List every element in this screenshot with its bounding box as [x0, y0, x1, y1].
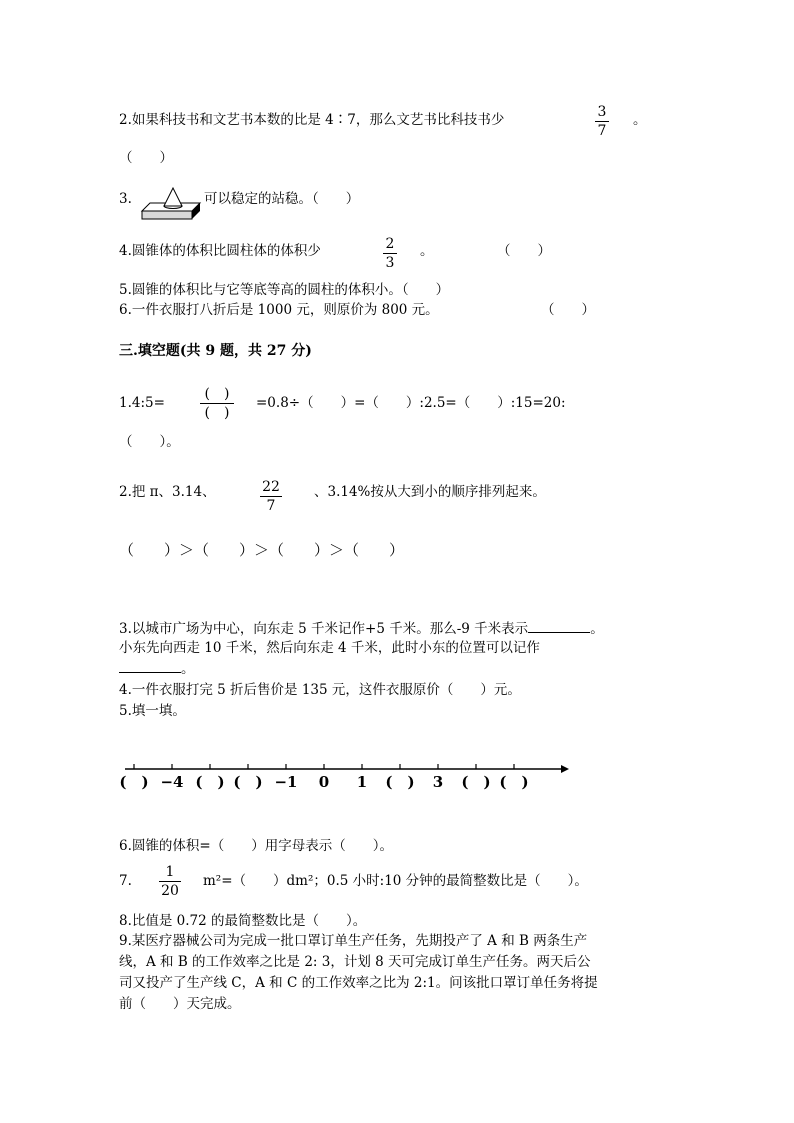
f3-line1 [119, 618, 604, 639]
f4-text: 4.一件衣服打完 5 折后售价是 135 元，这件衣服原价（ ）元。 [119, 682, 521, 698]
number-line-label: 1 [356, 773, 368, 791]
q3-number: 3. [119, 191, 132, 207]
q4-fraction [383, 236, 397, 271]
q5-text: 5.圆锥的体积比与它等底等高的圆柱的体积小。（ ） [119, 282, 450, 298]
f2-text-end: 、3.14%按从大到小的顺序排列起来。 [314, 484, 546, 500]
cone-on-box-figure [140, 185, 202, 221]
f1-fraction [200, 386, 234, 421]
f3-line1-text: 3.以城市广场为中心，向东走 5 千米记作+5 千米。那么-9 千米表示 [119, 621, 529, 637]
q2-frac-num: 3 [597, 104, 607, 120]
number-line-label: ( ) [195, 773, 225, 791]
q2-period: 。 [633, 112, 647, 128]
f9-line4: 前（ ）天完成。 [119, 996, 241, 1012]
q4-period: 。 [420, 243, 434, 259]
q2-text: 2.如果科技书和文艺书本数的比是 4∶7，那么文艺书比科技书少 [119, 112, 505, 128]
f1-frac-num: ( ) [204, 386, 230, 402]
f2-frac-num: 22 [262, 479, 280, 495]
f1-last-blank: （ ）。 [119, 434, 180, 450]
f3-line1-end: 。 [590, 621, 604, 637]
f3-blank-1 [528, 618, 590, 633]
f9-line2: 线，A 和 B 的工作效率之比是 2: 3，计划 8 天可完成订单生产任务。两天后公 [119, 954, 591, 970]
number-line-label: 3 [432, 773, 444, 791]
f1-frac-den: ( ) [204, 405, 230, 421]
f1-number: 1.4:5= [119, 395, 165, 411]
number-line-label: ( ) [385, 773, 415, 791]
number-line-label: 0 [318, 773, 330, 791]
fraction-bar [200, 403, 234, 404]
f9-line3: 司又投产了生产线 C，A 和 C 的工作效率之比为 2:1。问该批口罩订单任务将提 [119, 975, 598, 991]
q2-fraction [595, 104, 609, 139]
f7-text: m²=（ ）dm²；0.5 小时:10 分钟的最简整数比是（ ）。 [203, 873, 588, 889]
f3-line3 [119, 658, 195, 679]
f7-fraction [159, 864, 181, 899]
q4-text: 4.圆锥体的体积比圆柱体的体积少 [119, 243, 321, 259]
f7-number: 7. [119, 873, 132, 889]
q4-answer-paren: （ ） [497, 243, 551, 259]
f2-frac-den: 7 [266, 498, 276, 514]
f6-text: 6.圆锥的体积=（ ）用字母表示（ ）。 [119, 838, 393, 854]
number-line-label: −4 [160, 773, 184, 791]
section-heading: 三.填空题(共 9 题，共 27 分) [119, 343, 312, 359]
f7-frac-den: 20 [161, 883, 179, 899]
q4-frac-den: 3 [385, 255, 395, 271]
f2-fraction [260, 479, 282, 514]
q6-answer-paren: （ ） [541, 302, 595, 318]
fraction-bar [595, 121, 609, 122]
number-line [119, 760, 570, 796]
number-line-label: ( ) [233, 773, 263, 791]
q2-frac-den: 7 [597, 123, 607, 139]
number-line-label: ( ) [119, 773, 149, 791]
q3-text: 可以稳定的站稳。（ ） [204, 191, 360, 207]
f3-line2: 小东先向西走 10 千米，然后向东走 4 千米，此时小东的位置可以记作 [119, 640, 540, 656]
q4-frac-num: 2 [385, 236, 395, 252]
f2-answer-row: （ ）＞（ ）＞（ ）＞（ ） [119, 541, 405, 559]
f7-frac-num: 1 [165, 864, 175, 880]
q2-answer-paren: （ ） [119, 150, 173, 166]
f3-blank-2 [119, 658, 181, 673]
q6-text: 6.一件衣服打八折后是 1000 元，则原价为 800 元。 [119, 302, 439, 318]
fraction-bar [260, 496, 282, 497]
f9-line1: 9.某医疗器械公司为完成一批口罩订单生产任务，先期投产了 A 和 B 两条生产 [119, 933, 588, 949]
number-line-label: ( ) [499, 773, 529, 791]
f8-text: 8.比值是 0.72 的最简整数比是（ ）。 [119, 913, 367, 929]
f2-text: 2.把 π、3.14、 [119, 484, 216, 500]
fraction-bar [159, 881, 181, 882]
f3-line3-end: 。 [181, 661, 195, 677]
fraction-bar [383, 253, 397, 254]
number-line-label: −1 [274, 773, 298, 791]
number-line-label: ( ) [461, 773, 491, 791]
f5-text: 5.填一填。 [119, 703, 186, 719]
f1-equation: =0.8÷（ ）=（ ）:2.5=（ ）:15=20: [256, 395, 566, 411]
